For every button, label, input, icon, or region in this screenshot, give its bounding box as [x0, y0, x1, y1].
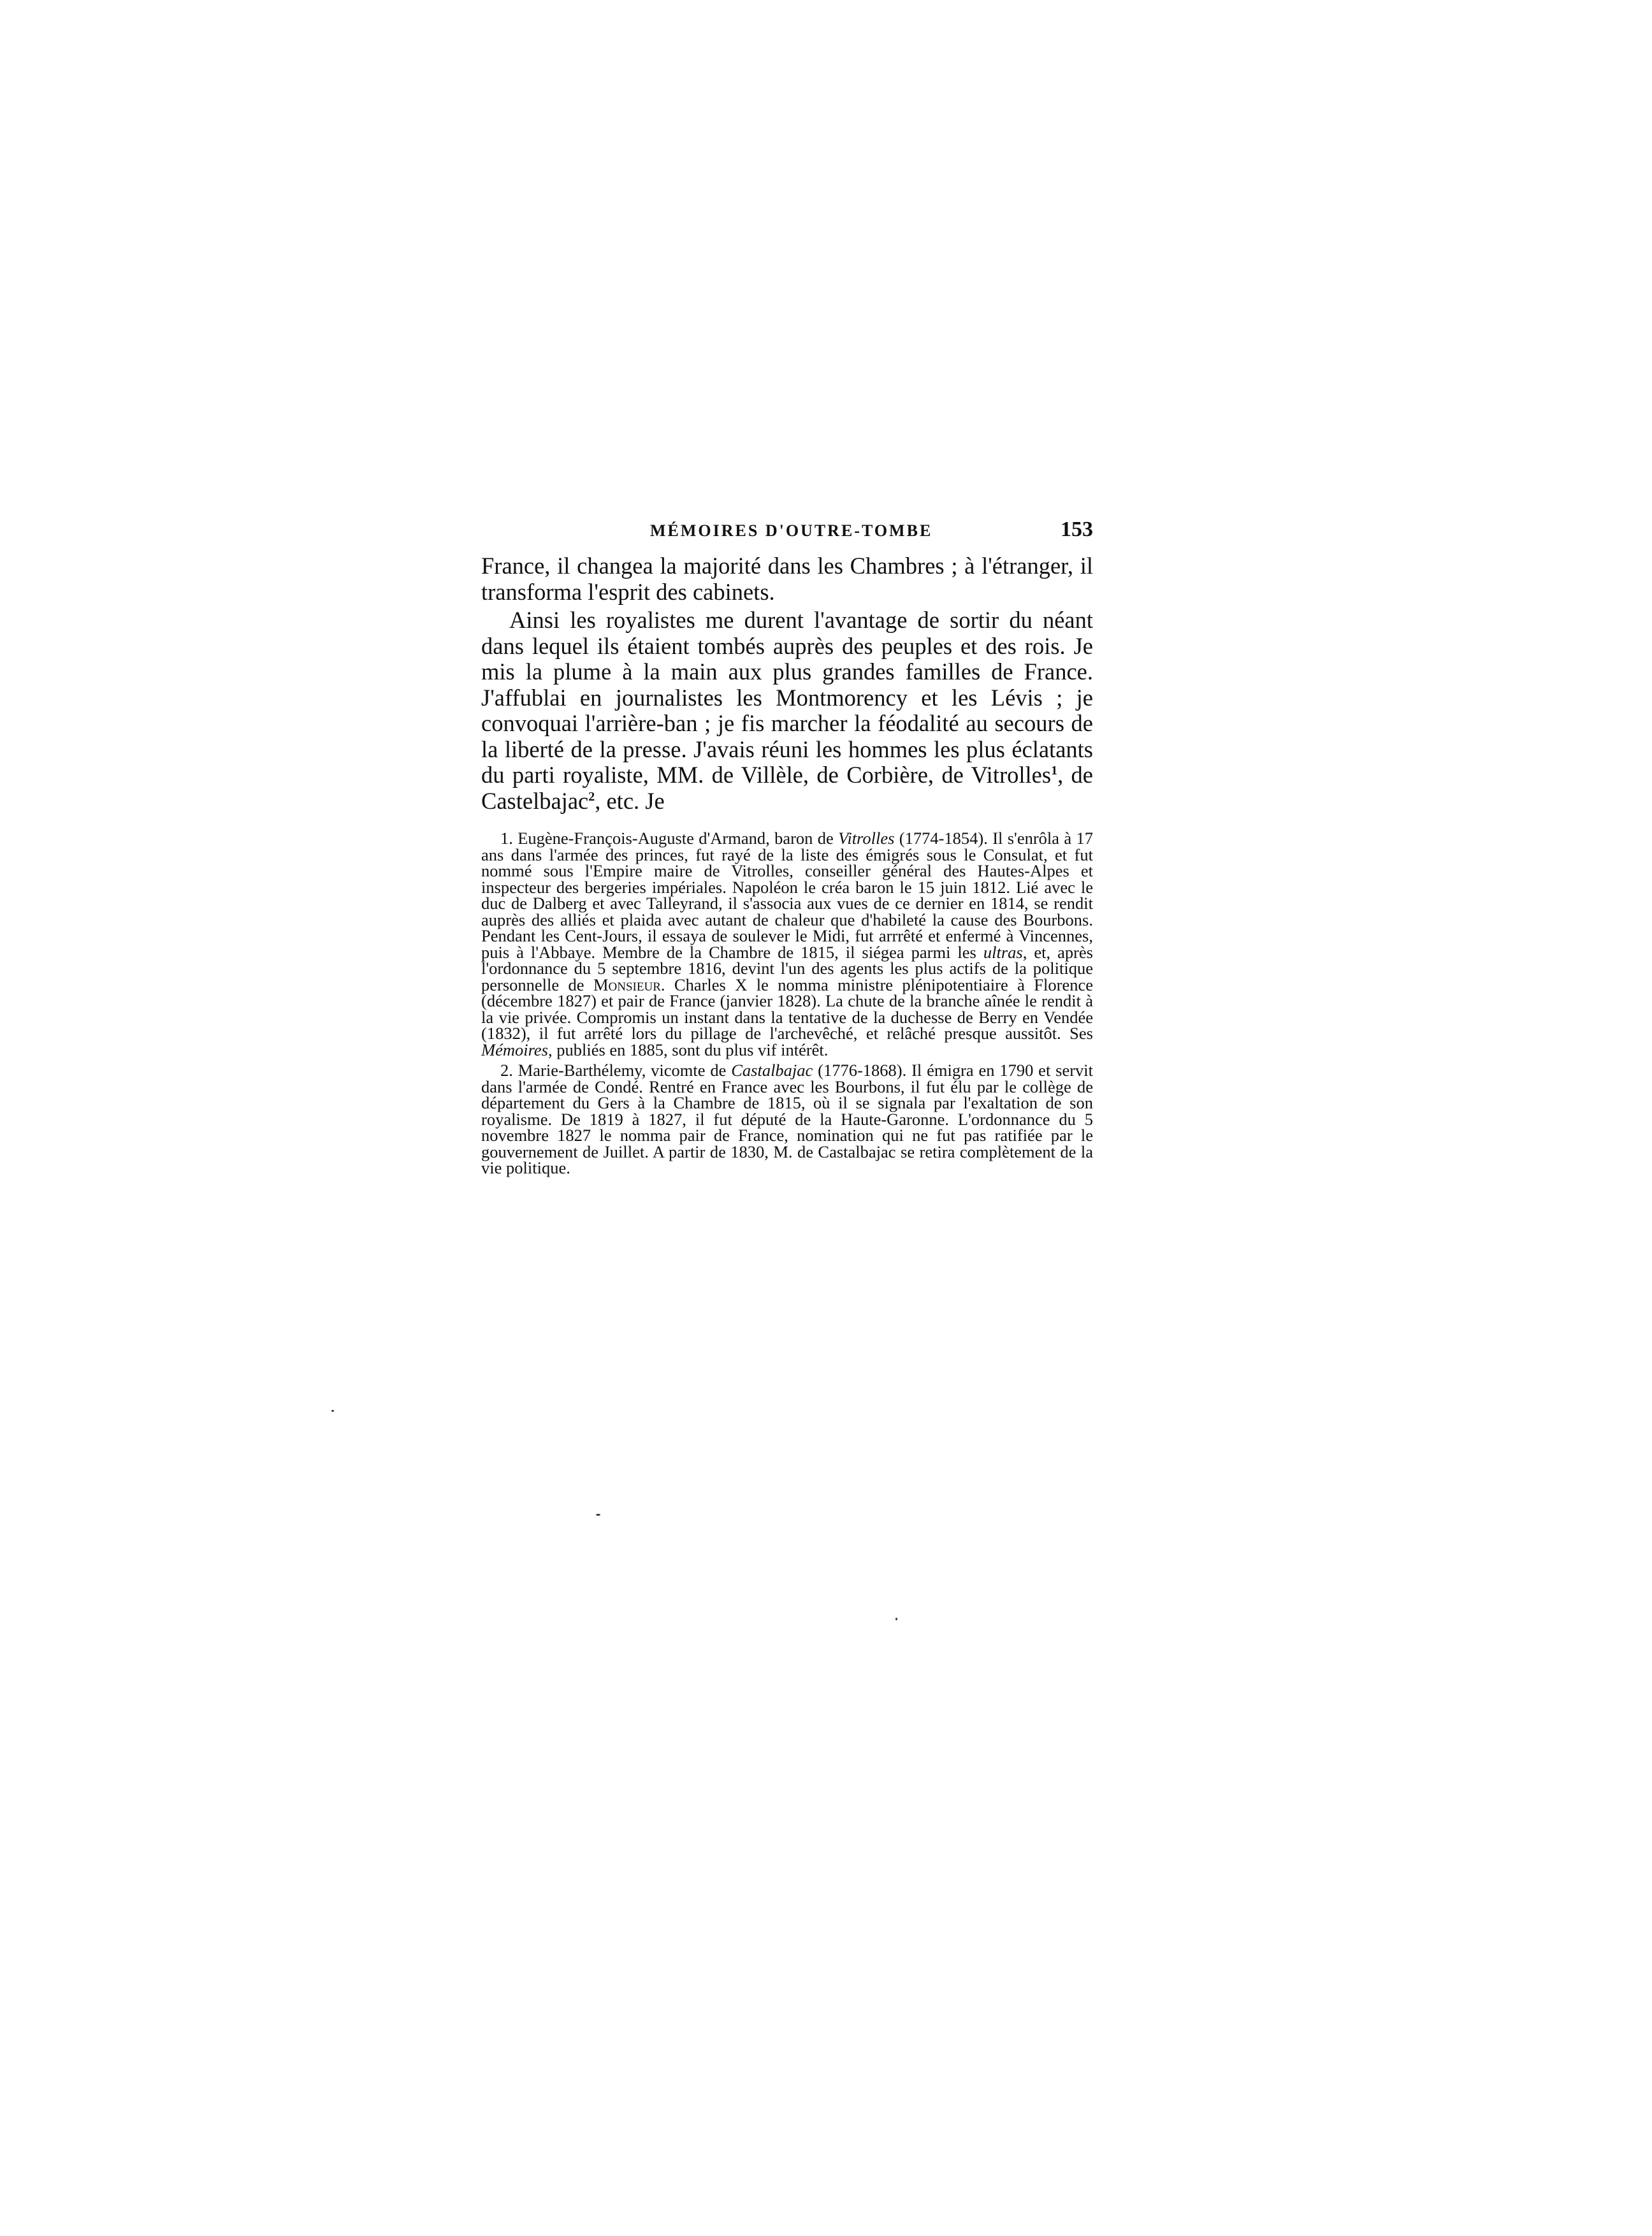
footnote-text: . Charles X le nomma ministre plénipotentiaire à Florence (décembre 1827) et pair de France (janvier 1828). La chute de la branche aînée le rendit à la vie privée. Compromis un instant dans la tentative de la duchesse de Berry en Vendée (1832), il fut arrêté lors du pillage de l'archevêché, et relâché presque aussitôt. Ses [481, 975, 1093, 1043]
footnote-italic: ultras [983, 942, 1023, 962]
footnote-text: (1774-1854). Il s'enrôla à 17 ans dans l'armée des princes, fut rayé de la liste des émigrés sous le Consulat, et fut nommé sous l'Empire maire de Vitrolles, conseiller général des Hautes-Alpes et inspecteur des bergeries impériales. Napoléon le créa baron le 15 juin 1812. Lié avec le duc de Dalberg et avec Talleyrand, il s'associa aux vues de ce dernier en 1814, se rendit auprès des alliés et plaida avec autant de chaleur que d'habileté la cause des Bourbons. Pendant les Cent-Jours, il essaya de soulever le Midi, fut arrrêté et enfermé à Vincennes, puis à l'Abbaye. Membre de la Chambre de 1815, il siégea parmi les [481, 829, 1093, 962]
paragraph [481, 607, 1093, 814]
footnote-italic: Mémoires [481, 1040, 548, 1059]
scan-speck [895, 1618, 897, 1620]
book-page [481, 518, 1093, 1181]
footnote-1 [481, 831, 1093, 1058]
footnote-italic: Castalbajac [731, 1061, 813, 1080]
footnote-text: , et, après l'ordonnance du 5 septembre 1816, devint l'un des agents les plus actifs de la politique personnelle de [481, 942, 1093, 994]
running-title: MÉMOIRES D'OUTRE-TOMBE [650, 521, 933, 540]
footnote-text: 1. Eugène-François-Auguste d'Armand, baron de [500, 829, 839, 848]
footnote-italic: Vitrolles [838, 829, 895, 848]
paragraph: France, il changea la majorité dans les Chambres ; à l'étranger, il transforma l'esprit des cabinets. [481, 553, 1093, 605]
footnotes [481, 831, 1093, 1177]
page-number: 153 [1061, 518, 1093, 541]
footnote-reference: 1 [1051, 763, 1058, 778]
footnote-2 [481, 1063, 1093, 1177]
scan-speck [331, 1410, 334, 1412]
paragraph-text: , de Castelbajac [481, 762, 1093, 814]
scan-speck [596, 1514, 600, 1516]
footnote-reference: 2 [588, 789, 595, 804]
paragraph-text: , etc. Je [595, 787, 665, 814]
running-header [650, 518, 1093, 548]
footnote-smallcaps: Monsieur [593, 975, 661, 994]
footnote-text: (1776-1868). Il émigra en 1790 et servit dans l'armée de Condé. Rentré en France avec les Bourbons, il fut élu par le collège de département du Gers à la Chambre de 1815, où il se signala par l'exaltation de son royalisme. De 1819 à 1827, il fut député de la Haute-Garonne. L'ordonnance du 5 novembre 1827 le nomma pair de France, nomination qui ne fut pas ratifiée par le gouvernement de Juillet. A partir de 1830, M. de Castalbajac se retira complètement de la vie politique. [481, 1061, 1094, 1177]
paragraph-text: Ainsi les royalistes me durent l'avantage de sortir du néant dans lequel ils étaient tombés auprès des peuples et des rois. Je mis la plume à la main aux plus grandes familles de France. J'affublai en journalistes les Montmorency et les Lévis ; je convoquai l'arrière-ban ; je fis marcher la féodalité au secours de la liberté de la presse. J'avais réuni les hommes les plus éclatants du parti royaliste, MM. de Villèle, de Corbière, de Vitrolles [481, 607, 1093, 788]
main-text [481, 553, 1093, 814]
footnote-text: , publiés en 1885, sont du plus vif intérêt. [548, 1040, 829, 1059]
footnote-text: 2. Marie-Barthélemy, vicomte de [500, 1061, 732, 1080]
